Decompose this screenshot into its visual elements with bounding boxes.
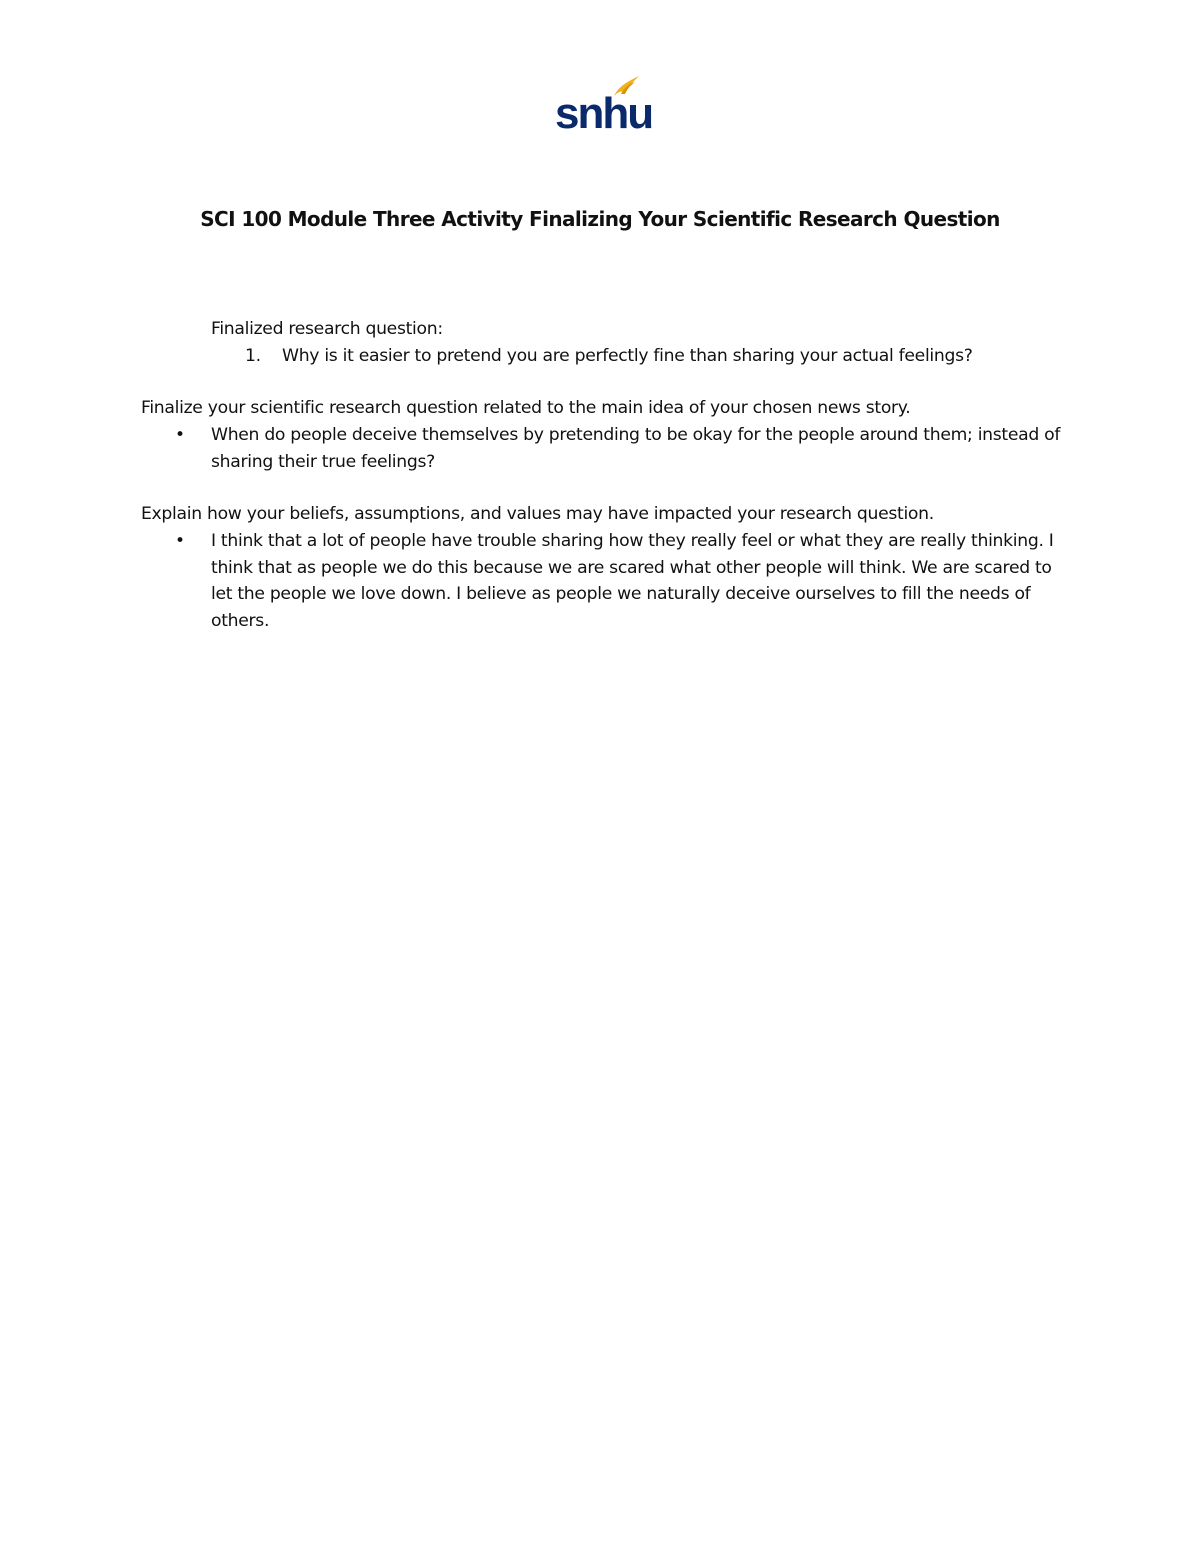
bullet-icon: • (175, 425, 185, 445)
research-question-text: Why is it easier to pretend you are perfectly fine than sharing your actual feelings? (282, 346, 973, 366)
explain-prompt: Explain how your beliefs, assumptions, and values may have impacted your research question. (141, 504, 934, 524)
snhu-logo (553, 70, 653, 138)
logo-wordmark: snhu (555, 89, 653, 138)
list-number: 1. (245, 346, 261, 366)
finalize-prompt: Finalize your scientific research question related to the main idea of your chosen news story. (141, 398, 911, 418)
explain-answer-text: I think that a lot of people have trouble sharing how they really feel or what they are really thinking. I think that as people we do this because we are scared what other people will think. We are scared to let the people we love down. I believe as people we naturally deceive ourselves to fill the needs of others. (211, 531, 1054, 631)
finalize-answer-text: When do people deceive themselves by pretending to be okay for the people around them; instead of sharing their true feelings? (211, 425, 1061, 472)
finalized-question-label: Finalized research question: (211, 319, 443, 339)
bullet-icon: • (175, 531, 185, 551)
page-title: SCI 100 Module Three Activity Finalizing Your Scientific Research Question (200, 207, 1000, 231)
